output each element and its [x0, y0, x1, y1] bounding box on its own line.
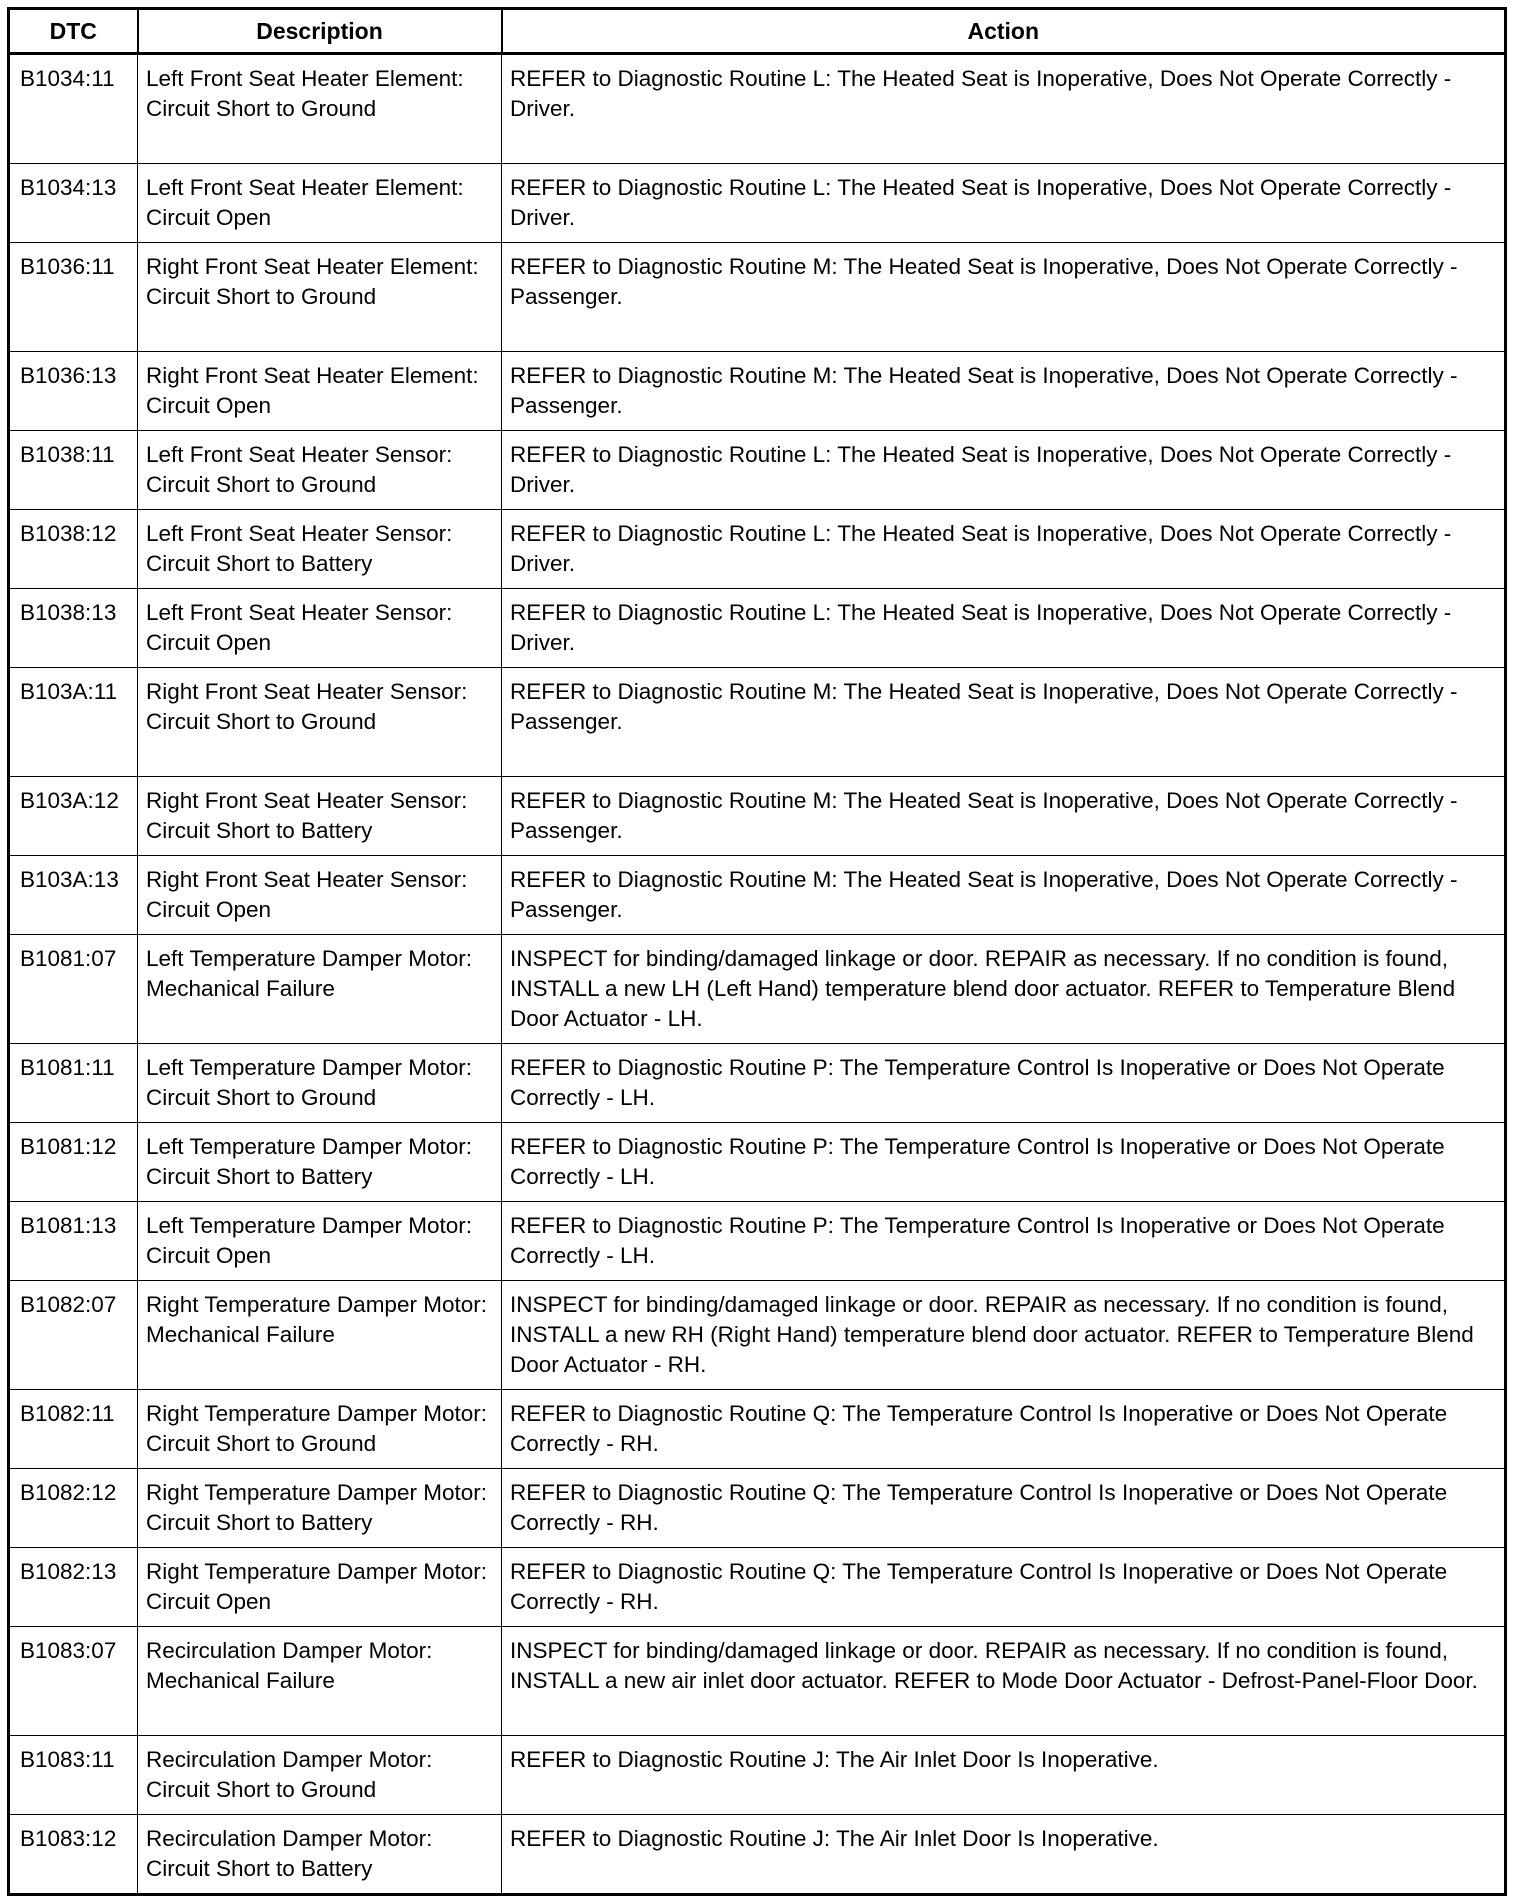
dtc-code: B1082:13 — [9, 1548, 138, 1627]
dtc-code: B103A:11 — [9, 668, 138, 777]
dtc-description: Right Temperature Damper Motor: Circuit Short to Battery — [138, 1469, 502, 1548]
dtc-code: B1034:11 — [9, 54, 138, 164]
dtc-action: REFER to Diagnostic Routine J: The Air Inlet Door Is Inoperative. — [502, 1736, 1506, 1815]
dtc-code: B1081:11 — [9, 1044, 138, 1123]
dtc-action: REFER to Diagnostic Routine L: The Heated Seat is Inoperative, Does Not Operate Correctly - Driver. — [502, 510, 1506, 589]
dtc-description: Right Temperature Damper Motor: Circuit Short to Ground — [138, 1390, 502, 1469]
dtc-code: B1083:12 — [9, 1815, 138, 1895]
header-dtc: DTC — [9, 9, 138, 54]
dtc-action: REFER to Diagnostic Routine M: The Heated Seat is Inoperative, Does Not Operate Correctly - Passenger. — [502, 352, 1506, 431]
table-row — [9, 935, 1506, 1044]
dtc-action: REFER to Diagnostic Routine J: The Air Inlet Door Is Inoperative. — [502, 1815, 1506, 1895]
dtc-action: REFER to Diagnostic Routine P: The Temperature Control Is Inoperative or Does Not Operate Correctly - LH. — [502, 1123, 1506, 1202]
dtc-document — [7, 7, 1507, 1896]
dtc-action: REFER to Diagnostic Routine M: The Heated Seat is Inoperative, Does Not Operate Correctly - Passenger. — [502, 777, 1506, 856]
dtc-description: Left Front Seat Heater Element: Circuit Short to Ground — [138, 54, 502, 164]
table-row — [9, 164, 1506, 243]
dtc-action: REFER to Diagnostic Routine M: The Heated Seat is Inoperative, Does Not Operate Correctly - Passenger. — [502, 243, 1506, 352]
dtc-description: Recirculation Damper Motor: Mechanical Failure — [138, 1627, 502, 1736]
dtc-description: Left Temperature Damper Motor: Circuit Short to Ground — [138, 1044, 502, 1123]
dtc-action: INSPECT for binding/damaged linkage or door. REPAIR as necessary. If no condition is found, INSTALL a new air inlet door actuator. REFER to Mode Door Actuator - Defrost-Panel-Floor Door. — [502, 1627, 1506, 1736]
table-row — [9, 1281, 1506, 1390]
dtc-description: Right Front Seat Heater Sensor: Circuit Open — [138, 856, 502, 935]
dtc-code: B1038:13 — [9, 589, 138, 668]
table-row — [9, 431, 1506, 510]
dtc-code: B1083:07 — [9, 1627, 138, 1736]
table-row — [9, 54, 1506, 164]
table-row — [9, 589, 1506, 668]
dtc-action: INSPECT for binding/damaged linkage or door. REPAIR as necessary. If no condition is found, INSTALL a new LH (Left Hand) temperature blend door actuator. REFER to Temperature Blend Door Actuator - LH. — [502, 935, 1506, 1044]
dtc-description: Left Temperature Damper Motor: Circuit Open — [138, 1202, 502, 1281]
dtc-description: Right Front Seat Heater Sensor: Circuit Short to Battery — [138, 777, 502, 856]
table-row — [9, 1736, 1506, 1815]
dtc-description: Left Front Seat Heater Sensor: Circuit Short to Ground — [138, 431, 502, 510]
dtc-action: REFER to Diagnostic Routine P: The Temperature Control Is Inoperative or Does Not Operate Correctly - LH. — [502, 1202, 1506, 1281]
dtc-description: Left Temperature Damper Motor: Circuit Short to Battery — [138, 1123, 502, 1202]
dtc-code: B1038:12 — [9, 510, 138, 589]
table-row — [9, 243, 1506, 352]
dtc-table — [7, 7, 1507, 1896]
dtc-code: B1081:13 — [9, 1202, 138, 1281]
dtc-code: B1081:07 — [9, 935, 138, 1044]
dtc-action: REFER to Diagnostic Routine Q: The Temperature Control Is Inoperative or Does Not Operate Correctly - RH. — [502, 1469, 1506, 1548]
dtc-description: Left Temperature Damper Motor: Mechanical Failure — [138, 935, 502, 1044]
dtc-action: REFER to Diagnostic Routine M: The Heated Seat is Inoperative, Does Not Operate Correctly - Passenger. — [502, 668, 1506, 777]
table-row — [9, 777, 1506, 856]
dtc-description: Right Front Seat Heater Element: Circuit Open — [138, 352, 502, 431]
dtc-code: B1038:11 — [9, 431, 138, 510]
dtc-description: Right Temperature Damper Motor: Circuit Open — [138, 1548, 502, 1627]
table-row — [9, 1627, 1506, 1736]
dtc-description: Recirculation Damper Motor: Circuit Short to Battery — [138, 1815, 502, 1895]
dtc-description: Left Front Seat Heater Sensor: Circuit Short to Battery — [138, 510, 502, 589]
dtc-code: B1082:12 — [9, 1469, 138, 1548]
header-row — [9, 9, 1506, 54]
dtc-description: Right Temperature Damper Motor: Mechanical Failure — [138, 1281, 502, 1390]
dtc-action: REFER to Diagnostic Routine Q: The Temperature Control Is Inoperative or Does Not Operate Correctly - RH. — [502, 1548, 1506, 1627]
dtc-code: B103A:12 — [9, 777, 138, 856]
dtc-action: REFER to Diagnostic Routine Q: The Temperature Control Is Inoperative or Does Not Operate Correctly - RH. — [502, 1390, 1506, 1469]
dtc-description: Left Front Seat Heater Sensor: Circuit Open — [138, 589, 502, 668]
dtc-description: Recirculation Damper Motor: Circuit Short to Ground — [138, 1736, 502, 1815]
dtc-code: B1034:13 — [9, 164, 138, 243]
table-row — [9, 510, 1506, 589]
dtc-code: B1082:07 — [9, 1281, 138, 1390]
dtc-description: Right Front Seat Heater Sensor: Circuit Short to Ground — [138, 668, 502, 777]
table-row — [9, 856, 1506, 935]
dtc-code: B1082:11 — [9, 1390, 138, 1469]
dtc-action: REFER to Diagnostic Routine L: The Heated Seat is Inoperative, Does Not Operate Correctly - Driver. — [502, 164, 1506, 243]
table-row — [9, 1390, 1506, 1469]
table-row — [9, 1123, 1506, 1202]
table-row — [9, 352, 1506, 431]
table-row — [9, 1548, 1506, 1627]
dtc-code: B103A:13 — [9, 856, 138, 935]
dtc-action: REFER to Diagnostic Routine L: The Heated Seat is Inoperative, Does Not Operate Correctly - Driver. — [502, 54, 1506, 164]
header-action: Action — [502, 9, 1506, 54]
dtc-action: REFER to Diagnostic Routine L: The Heated Seat is Inoperative, Does Not Operate Correctly - Driver. — [502, 589, 1506, 668]
dtc-action: REFER to Diagnostic Routine M: The Heated Seat is Inoperative, Does Not Operate Correctly - Passenger. — [502, 856, 1506, 935]
table-row — [9, 1202, 1506, 1281]
dtc-description: Left Front Seat Heater Element: Circuit Open — [138, 164, 502, 243]
dtc-code: B1081:12 — [9, 1123, 138, 1202]
dtc-action: INSPECT for binding/damaged linkage or door. REPAIR as necessary. If no condition is found, INSTALL a new RH (Right Hand) temperature blend door actuator. REFER to Temperature Blend Door Actuator - RH. — [502, 1281, 1506, 1390]
header-description: Description — [138, 9, 502, 54]
dtc-action: REFER to Diagnostic Routine P: The Temperature Control Is Inoperative or Does Not Operate Correctly - LH. — [502, 1044, 1506, 1123]
table-row — [9, 1469, 1506, 1548]
table-row — [9, 1044, 1506, 1123]
dtc-code: B1036:11 — [9, 243, 138, 352]
dtc-description: Right Front Seat Heater Element: Circuit Short to Ground — [138, 243, 502, 352]
dtc-action: REFER to Diagnostic Routine L: The Heated Seat is Inoperative, Does Not Operate Correctly - Driver. — [502, 431, 1506, 510]
dtc-code: B1036:13 — [9, 352, 138, 431]
dtc-code: B1083:11 — [9, 1736, 138, 1815]
table-row — [9, 1815, 1506, 1895]
table-row — [9, 668, 1506, 777]
